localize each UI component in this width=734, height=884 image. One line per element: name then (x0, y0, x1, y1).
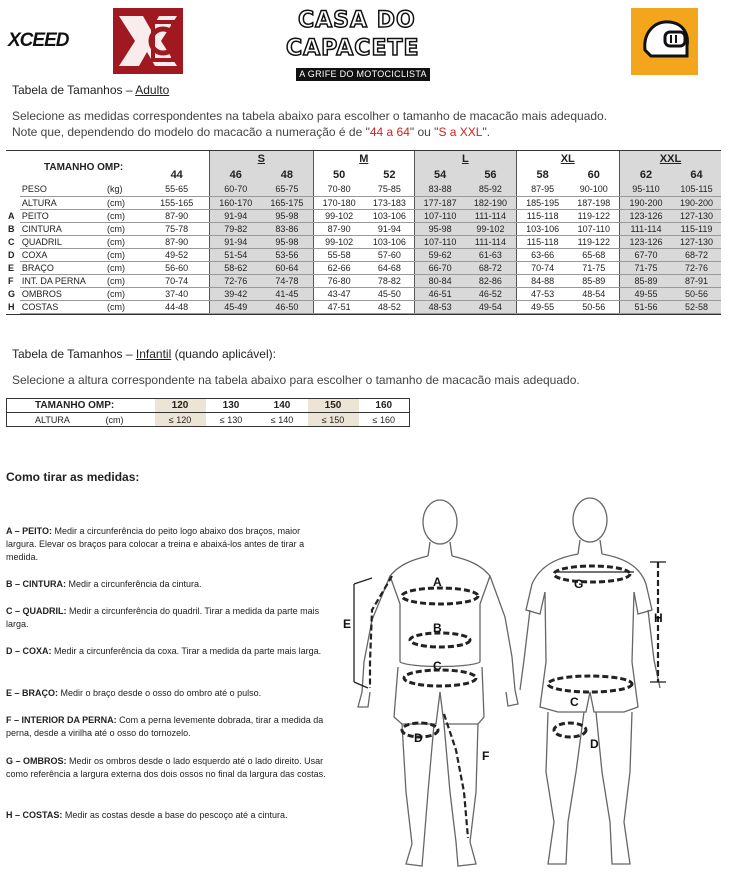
measure-unit: (cm) (105, 248, 144, 261)
measure-name: OMBROS (20, 287, 105, 300)
child-table-title (12, 347, 276, 361)
measure-value: 173-183 (365, 196, 415, 209)
measure-value: 127-130 (672, 209, 721, 222)
casa-do-capacete-logo (286, 8, 436, 84)
measure-letter: H (8, 301, 15, 312)
measure-value: 187-198 (569, 196, 620, 209)
measure-value: 119-122 (569, 235, 620, 248)
measure-value: 48-52 (365, 300, 415, 313)
howto-item-g: G – OMBROS: Medir os ombros desde o lado esquerdo até o lado direito. Usar como referência a largura externa dos dois ossos no final da largura das costas. (6, 756, 326, 779)
size-letter-m: M (313, 151, 415, 167)
measure-letter: E (8, 262, 15, 273)
measure-value: 87-90 (144, 209, 209, 222)
size-64: 64 (672, 167, 721, 183)
measure-letter (6, 196, 20, 209)
measure-value: 49-55 (516, 300, 569, 313)
adult-row-costas (6, 300, 721, 313)
child-height-row (7, 413, 410, 427)
measure-value: 49-54 (465, 300, 516, 313)
child-value: ≤ 150 (308, 413, 359, 427)
howto-item-d: D – COXA: Medir a circunferência da coxa. Tirar a medida da parte mais larga. (6, 646, 322, 656)
measure-value: 95-98 (415, 222, 466, 235)
fig-label-g: G (574, 577, 584, 591)
measure-letter: G (8, 288, 16, 299)
measure-value: 84-88 (516, 274, 569, 287)
measure-letter: D (8, 249, 15, 260)
child-description: Selecione a altura correspondente na tabela abaixo para escolher o tamanho de macacão mais adequado. (12, 373, 580, 387)
measure-value: 63-66 (516, 248, 569, 261)
fig-label-f: F (482, 749, 490, 763)
measure-value: 50-56 (569, 300, 620, 313)
measure-value: 61-63 (465, 248, 516, 261)
fig-label-c: C (433, 659, 442, 673)
fig-label-b: B (433, 621, 442, 635)
measure-value: 123-126 (619, 209, 672, 222)
measure-value: 48-53 (415, 300, 466, 313)
measure-value: 60-64 (261, 261, 313, 274)
measure-value: 76-80 (313, 274, 365, 287)
size-50: 50 (313, 167, 365, 183)
measure-value: 190-200 (619, 196, 672, 209)
measure-value: 87-95 (516, 183, 569, 196)
measure-value: 107-110 (415, 235, 466, 248)
size-letter-xl: XL (516, 151, 619, 167)
child-value: ≤ 130 (219, 414, 243, 425)
measure-value: 95-98 (261, 235, 313, 248)
measure-letter (6, 183, 20, 196)
child-title-suffix: (quando aplicável): (171, 347, 276, 361)
measure-value: 170-180 (313, 196, 365, 209)
measure-value: 99-102 (465, 222, 516, 235)
measure-letter: A (8, 210, 15, 221)
measure-name: COXA (20, 248, 105, 261)
measure-value: 48-54 (569, 287, 620, 300)
adult-row-cintura (6, 222, 721, 235)
measure-value: 47-51 (313, 300, 365, 313)
measure-value: 103-106 (365, 235, 415, 248)
howto-item-c: C – QUADRIL: Medir a circunferência do quadril. Tirar a medida da parte mais larga. (6, 606, 320, 629)
measure-value: 111-114 (465, 235, 516, 248)
measure-unit: (cm) (105, 261, 144, 274)
fig-label-d: D (414, 731, 423, 745)
measure-value: 115-118 (516, 235, 569, 248)
adult-row-quadril (6, 235, 721, 248)
range-letters: S a XXL (438, 125, 483, 139)
measure-value: 119-122 (569, 209, 620, 222)
adult-row-int-da-perna (6, 274, 721, 287)
size-54: 54 (415, 167, 466, 183)
measure-unit: (cm) (105, 235, 144, 248)
measure-value: 71-75 (569, 261, 620, 274)
measure-name: PEITO (20, 209, 105, 222)
measure-value: 57-60 (365, 248, 415, 261)
measure-value: 64-68 (365, 261, 415, 274)
measure-value: 72-76 (210, 274, 262, 287)
fig-label-a: A (433, 575, 442, 589)
measure-value: 79-82 (210, 222, 262, 235)
measure-value: 90-100 (569, 183, 620, 196)
measure-name: COSTAS (20, 300, 105, 313)
child-title-underline: Infantil (135, 347, 172, 361)
measure-value: 160-170 (210, 196, 262, 209)
casa-logo-line2: CAPACETE (286, 36, 420, 61)
measure-value: 41-45 (261, 287, 313, 300)
child-size-120: 120 (155, 399, 206, 413)
measure-value: 78-82 (365, 274, 415, 287)
measure-name: PESO (20, 183, 105, 196)
measure-value: 43-47 (313, 287, 365, 300)
range-numbers: 44 a 64 (369, 125, 410, 139)
measure-value: 95-110 (619, 183, 672, 196)
measure-value: 47-53 (516, 287, 569, 300)
child-header-row (7, 399, 410, 413)
child-size-160: 160 (359, 399, 410, 413)
measure-value: 71-75 (619, 261, 672, 274)
child-value: ≤ 120 (155, 413, 206, 427)
measure-value: 105-115 (672, 183, 721, 196)
howto-item-a: A – PEITO: Medir a circunferência do peito logo abaixo dos braços, maior largura. Elevar os braços para colocar a treina e abaixá-los antes de tirar a medida. (6, 526, 305, 562)
front-figure-drawing (358, 500, 518, 866)
adult-header-label: TAMANHO OMP: (44, 161, 124, 173)
howto-title: Como tirar as medidas: (6, 470, 140, 484)
measure-name: BRAÇO (20, 261, 105, 274)
measure-name: CINTURA (20, 222, 105, 235)
measure-unit: (kg) (105, 183, 144, 196)
child-size-150: 150 (308, 399, 359, 413)
measure-name: QUADRIL (20, 235, 105, 248)
measure-unit: (cm) (105, 274, 144, 287)
adult-row-peito (6, 209, 721, 222)
measure-value: 80-84 (415, 274, 466, 287)
size-letter-l: L (415, 151, 517, 167)
measure-value: 68-72 (672, 248, 721, 261)
measure-name: INT. DA PERNA (20, 274, 105, 287)
measure-value: 85-89 (569, 274, 620, 287)
measure-value: 177-187 (415, 196, 466, 209)
adult-row-ombros (6, 287, 721, 300)
measure-value: 107-110 (415, 209, 466, 222)
size-62: 62 (619, 167, 672, 183)
measure-value: 83-88 (415, 183, 466, 196)
measure-value: 46-50 (261, 300, 313, 313)
fig-label-d-back: D (590, 737, 599, 751)
measure-value: 46-51 (415, 287, 466, 300)
size-letter-xxl: XXL (619, 151, 721, 167)
measure-value: 85-89 (619, 274, 672, 287)
measure-value: 68-72 (465, 261, 516, 274)
measure-unit: (cm) (105, 222, 144, 235)
size-letter-s: S (210, 151, 313, 167)
adult-title-prefix: Tabela de Tamanhos – (12, 83, 136, 97)
casa-logo-line1: CASA DO (298, 8, 416, 33)
measure-value: 52-58 (672, 300, 721, 313)
adult-desc-line1: Selecione as medidas correspondentes na tabela abaixo para escolher o tamanho de macacão mais adequado. (12, 109, 608, 123)
measure-value: 115-119 (672, 222, 721, 235)
howto-item-b: B – CINTURA: Medir a circunferência da cintura. (6, 579, 202, 589)
fig-label-h: H (654, 611, 663, 625)
child-row-unit: (cm) (105, 414, 124, 425)
casa-logo-tagline: A GRIFE DO MOTOCICLISTA (296, 68, 430, 81)
back-figure-drawing (520, 498, 660, 864)
measure-value: 103-106 (516, 222, 569, 235)
size-44: 44 (170, 169, 183, 181)
fig-label-c-back: C (570, 695, 579, 709)
measurement-figures (340, 492, 700, 882)
measure-value: 82-86 (465, 274, 516, 287)
size-58: 58 (516, 167, 569, 183)
measure-value: 37-40 (144, 287, 209, 300)
measure-value: 91-94 (210, 209, 262, 222)
adult-table-title (12, 83, 169, 97)
adult-description (12, 108, 722, 140)
size-48: 48 (261, 167, 313, 183)
measure-value: 165-175 (261, 196, 313, 209)
measure-value: 45-49 (210, 300, 262, 313)
measure-name: ALTURA (20, 196, 105, 209)
child-value: ≤ 140 (270, 414, 294, 425)
helmet-logo (631, 8, 698, 75)
adult-row-coxa (6, 248, 721, 261)
measure-value: 59-62 (415, 248, 466, 261)
measure-value: 58-62 (210, 261, 262, 274)
measure-value: 75-85 (365, 183, 415, 196)
child-size-140: 140 (257, 399, 308, 413)
xceed-logo: XCEED (8, 30, 69, 51)
measure-value: 70-80 (313, 183, 365, 196)
measure-value: 44-48 (144, 300, 209, 313)
size-56: 56 (465, 167, 516, 183)
measure-value: 87-91 (672, 274, 721, 287)
measure-value: 72-76 (672, 261, 721, 274)
howto-item-e: E – BRAÇO: Medir o braço desde o osso do ombro até o pulso. (6, 688, 262, 698)
measure-value: 46-52 (465, 287, 516, 300)
measure-value: 51-54 (210, 248, 262, 261)
measure-value: 107-110 (569, 222, 620, 235)
measure-value: 39-42 (210, 287, 262, 300)
howto-item-f: F – INTERIOR DA PERNA: Com a perna levemente dobrada, tirar a medida da perna, desde a virilha até o osso do tornozelo. (6, 715, 324, 738)
measure-value: 123-126 (619, 235, 672, 248)
measure-value: 185-195 (516, 196, 569, 209)
measure-value: 155-165 (144, 196, 209, 209)
measure-unit: (cm) (105, 196, 144, 209)
measure-unit: (cm) (105, 287, 144, 300)
size-letter-row (6, 151, 721, 167)
measure-letter: F (8, 275, 14, 286)
measure-unit: (cm) (105, 300, 144, 313)
measure-value: 50-56 (672, 287, 721, 300)
adult-row-bra-o (6, 261, 721, 274)
measure-value: 87-90 (313, 222, 365, 235)
measure-value: 56-60 (144, 261, 209, 274)
adult-size-table (6, 150, 721, 315)
measure-value: 75-78 (144, 222, 209, 235)
measure-value: 67-70 (619, 248, 672, 261)
measure-value: 55-58 (313, 248, 365, 261)
adult-row-altura (6, 196, 721, 209)
measure-value: 49-55 (619, 287, 672, 300)
size-52: 52 (383, 169, 396, 181)
measure-value: 70-74 (144, 274, 209, 287)
measure-value: 45-50 (365, 287, 415, 300)
measure-value: 99-102 (313, 209, 365, 222)
adult-desc-line2: Note que, dependendo do modelo do macacão a numeração é de "44 a 64" ou "S a XXL". (12, 125, 491, 139)
child-value: ≤ 160 (372, 414, 395, 425)
measure-value: 91-94 (365, 222, 415, 235)
xo-logo (113, 8, 183, 74)
measure-unit: (cm) (105, 209, 144, 222)
child-size-130: 130 (206, 399, 257, 413)
child-size-table (6, 398, 410, 427)
child-row-name: ALTURA (35, 414, 70, 425)
measure-value: 70-74 (516, 261, 569, 274)
measure-value: 111-114 (619, 222, 672, 235)
measure-value: 190-200 (672, 196, 721, 209)
adult-title-underline: Adulto (135, 83, 170, 97)
measure-value: 65-68 (569, 248, 620, 261)
measure-value: 182-190 (465, 196, 516, 209)
measure-value: 91-94 (210, 235, 262, 248)
measure-value: 62-66 (313, 261, 365, 274)
measure-value: 60-70 (210, 183, 262, 196)
measure-value: 115-118 (516, 209, 569, 222)
measure-value: 87-90 (144, 235, 209, 248)
measure-value: 66-70 (415, 261, 466, 274)
fig-label-e: E (343, 617, 352, 631)
measure-value: 53-56 (261, 248, 313, 261)
measure-value: 127-130 (672, 235, 721, 248)
child-header-label: TAMANHO OMP: (7, 399, 155, 413)
howto-item-h: H – COSTAS: Medir as costas desde a base do pescoço até a cintura. (6, 810, 288, 820)
measure-value: 51-56 (619, 300, 672, 313)
measure-value: 65-75 (261, 183, 313, 196)
measure-value: 95-98 (261, 209, 313, 222)
measure-value: 74-78 (261, 274, 313, 287)
adult-row-peso (6, 183, 721, 196)
size-60: 60 (587, 169, 600, 181)
measure-value: 55-65 (144, 183, 209, 196)
measure-letter: C (8, 236, 15, 247)
measure-value: 49-52 (144, 248, 209, 261)
measure-value: 85-92 (465, 183, 516, 196)
measure-value: 103-106 (365, 209, 415, 222)
measure-value: 83-86 (261, 222, 313, 235)
size-46: 46 (210, 167, 262, 183)
measure-value: 99-102 (313, 235, 365, 248)
child-title-prefix: Tabela de Tamanhos – (12, 347, 136, 361)
measure-letter: B (8, 223, 15, 234)
measure-value: 111-114 (465, 209, 516, 222)
